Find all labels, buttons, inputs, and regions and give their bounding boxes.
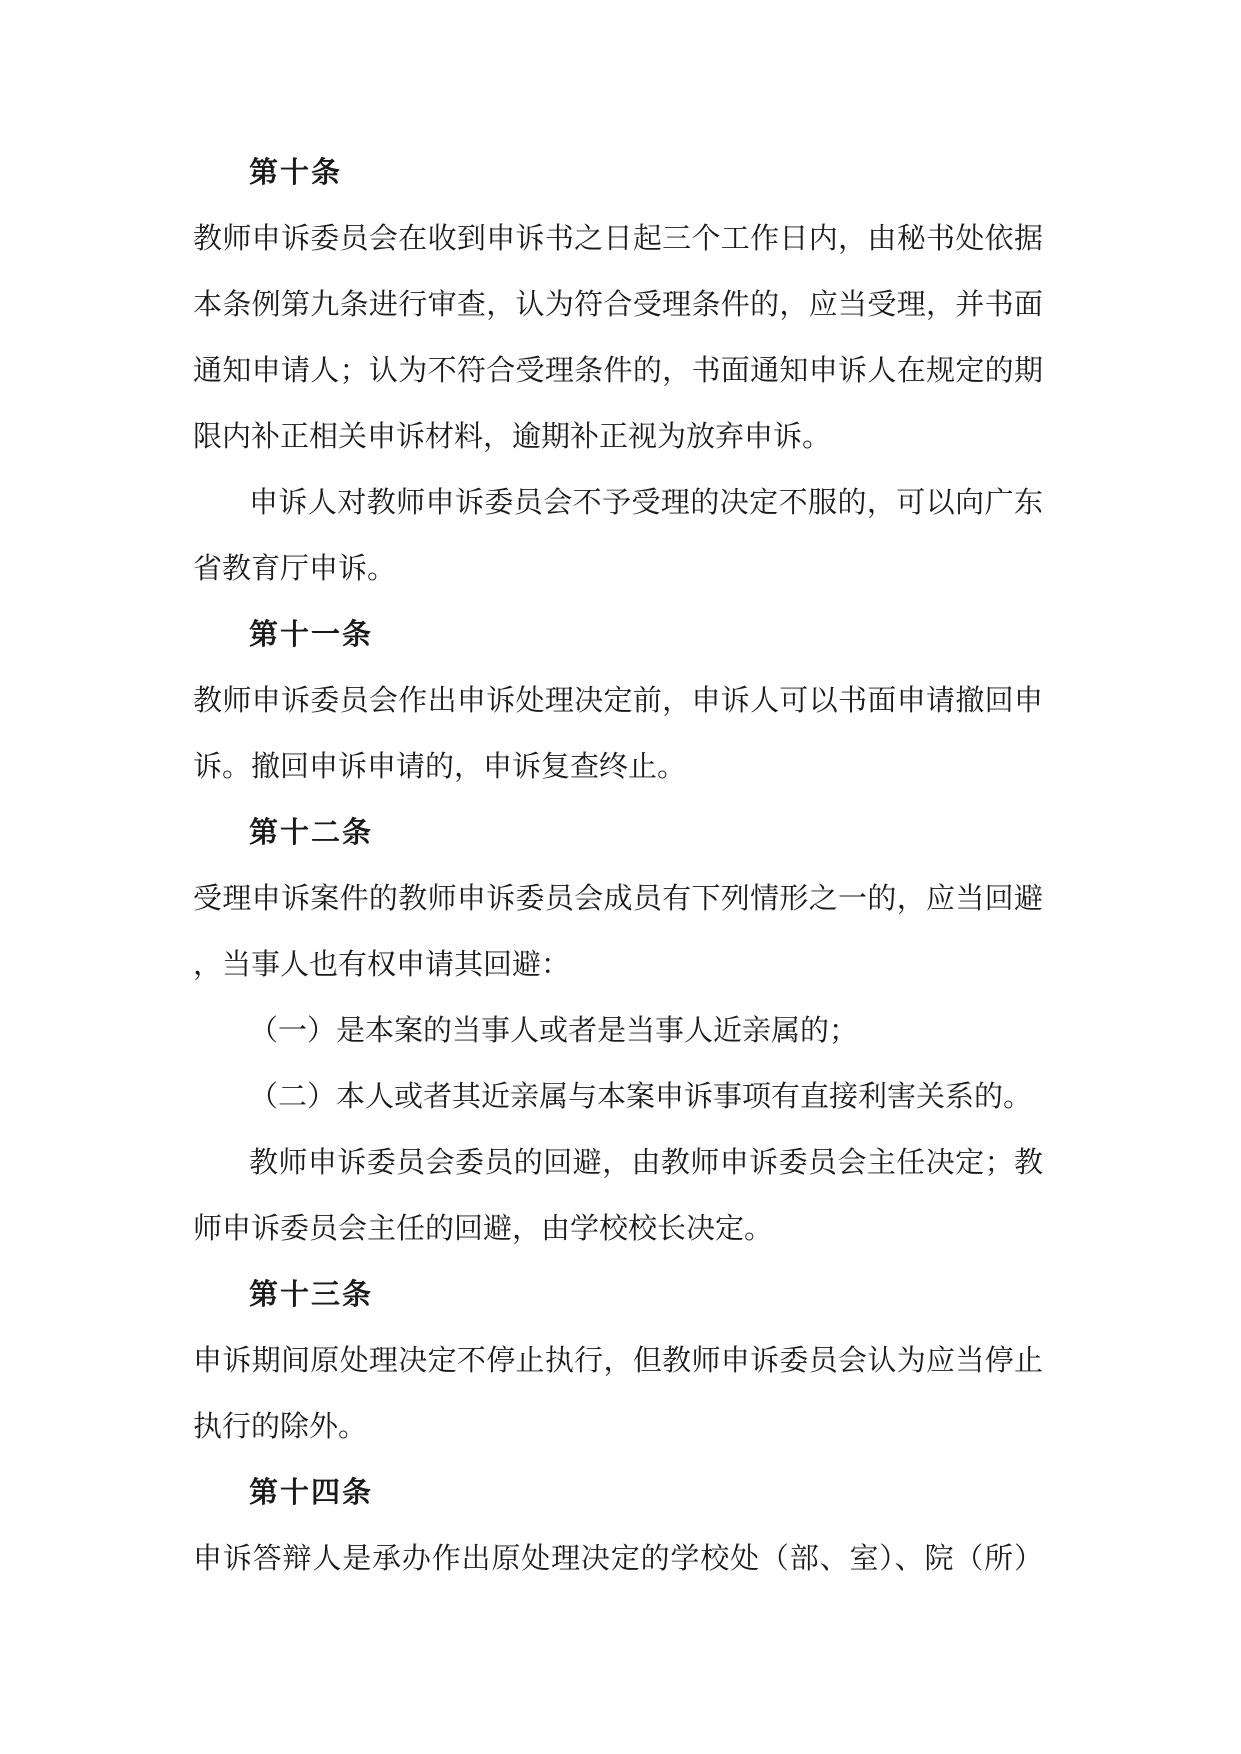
article-14-heading: 第十四条 — [249, 1475, 374, 1509]
article-10-line-1: 教师申诉委员会在收到申诉书之日起三个工作日内，由秘书处依据 — [193, 221, 1043, 255]
article-11-heading: 第十一条 — [249, 617, 374, 651]
article-12-item-2: （二）本人或者其近亲属与本案申诉事项有直接利害关系的。 — [249, 1079, 1033, 1113]
article-12-line-2: ，当事人也有权申请其回避： — [193, 947, 571, 981]
article-10-line-4: 限内补正相关申诉材料，逾期补正视为放弃申诉。 — [193, 419, 832, 453]
article-13-line-1: 申诉期间原处理决定不停止执行，但教师申诉委员会认为应当停止 — [193, 1343, 1043, 1377]
article-11-line-1: 教师申诉委员会作出申诉处理决定前，申诉人可以书面申请撤回申 — [193, 683, 1043, 717]
article-10-line-2: 本条例第九条进行审查，认为符合受理条件的，应当受理，并书面 — [193, 287, 1043, 321]
article-10-line-6: 省教育厅申诉。 — [193, 551, 397, 585]
article-10-line-5: 申诉人对教师申诉委员会不予受理的决定不服的，可以向广东 — [249, 485, 1043, 519]
article-12-item-1: （一）是本案的当事人或者是当事人近亲属的； — [249, 1013, 859, 1047]
article-12-line-6: 师申诉委员会主任的回避，由学校校长决定。 — [193, 1211, 774, 1245]
article-12-line-1: 受理申诉案件的教师申诉委员会成员有下列情形之一的，应当回避 — [193, 881, 1043, 915]
article-13-line-2: 执行的除外。 — [193, 1409, 368, 1443]
article-10-heading: 第十条 — [249, 155, 343, 189]
article-13-heading: 第十三条 — [249, 1277, 374, 1311]
document-page — [193, 150, 1043, 1602]
article-11-line-2: 诉。撤回申诉申请的，申诉复查终止。 — [193, 749, 687, 783]
article-10-line-3: 通知申请人；认为不符合受理条件的，书面通知申诉人在规定的期 — [193, 353, 1043, 387]
article-12-heading: 第十二条 — [249, 815, 374, 849]
article-12-line-5: 教师申诉委员会委员的回避，由教师申诉委员会主任决定；教 — [249, 1145, 1043, 1179]
article-14-line-1: 申诉答辩人是承办作出原处理决定的学校处（部、室）、院（所） — [193, 1541, 1043, 1575]
